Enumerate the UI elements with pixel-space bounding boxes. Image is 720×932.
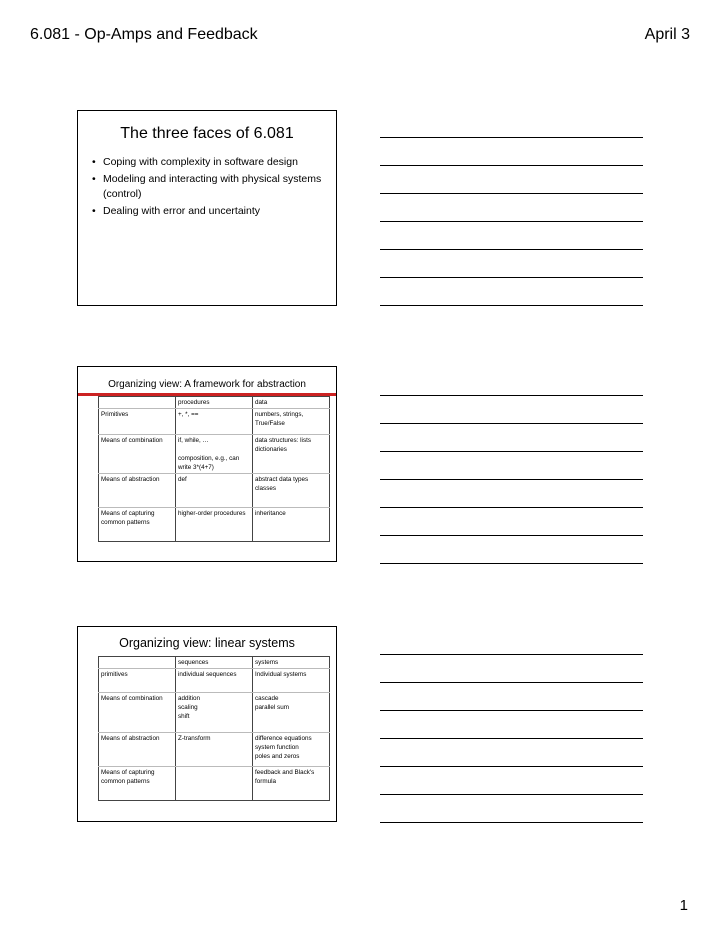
table-cell: Means of abstraction <box>99 474 176 508</box>
slide-1-title: The three faces of 6.081 <box>120 125 294 142</box>
header-date: April 3 <box>644 26 690 43</box>
note-line <box>380 137 643 138</box>
table-cell: addition scaling shift <box>176 693 253 733</box>
note-line <box>380 682 643 683</box>
table-cell: if, while, … composition, e.g., can write 3*(4+7) <box>176 435 253 474</box>
table-cell: difference equations system function poles and zeros <box>253 733 330 767</box>
abstraction-table <box>98 396 330 542</box>
note-line <box>380 563 643 564</box>
table-header-cell: sequences <box>176 657 253 669</box>
table-cell: Z-transform <box>176 733 253 767</box>
table-cell: Means of combination <box>99 693 176 733</box>
slide-2 <box>77 366 337 562</box>
table-cell: higher-order procedures <box>176 508 253 542</box>
slide-1 <box>77 110 337 306</box>
table-cell: abstract data types classes <box>253 474 330 508</box>
note-line <box>380 305 643 306</box>
table-cell: data structures: lists dictionaries <box>253 435 330 474</box>
note-line <box>380 193 643 194</box>
note-line <box>380 165 643 166</box>
bullet-item: • Dealing with error and uncertainty <box>92 204 326 219</box>
table-cell: cascade parallel sum <box>253 693 330 733</box>
table-header-cell <box>99 397 176 409</box>
linear-systems-table <box>98 656 330 801</box>
note-line <box>380 451 643 452</box>
note-line <box>380 221 643 222</box>
table-cell: feedback and Black's formula <box>253 767 330 801</box>
table-header-cell: systems <box>253 657 330 669</box>
note-line <box>380 766 643 767</box>
table-cell: primitives <box>99 669 176 693</box>
bullet-item: • Modeling and interacting with physical systems (control) <box>92 172 326 202</box>
table-cell: Primitives <box>99 409 176 435</box>
bullet-item: • Coping with complexity in software design <box>92 155 326 170</box>
table-cell: inheritance <box>253 508 330 542</box>
note-line <box>380 507 643 508</box>
table-header-cell <box>99 657 176 669</box>
table-cell: def <box>176 474 253 508</box>
table-cell <box>176 767 253 801</box>
note-line <box>380 710 643 711</box>
note-line <box>380 794 643 795</box>
note-line <box>380 423 643 424</box>
table-cell: numbers, strings, True/False <box>253 409 330 435</box>
note-line <box>380 479 643 480</box>
note-line <box>380 535 643 536</box>
table-cell: Means of capturing common patterns <box>99 508 176 542</box>
page-number: 1 <box>679 897 688 914</box>
note-line <box>380 654 643 655</box>
slide-2-title: Organizing view: A framework for abstraction <box>108 379 306 390</box>
table-cell: Means of abstraction <box>99 733 176 767</box>
slide-3 <box>77 626 337 822</box>
table-cell: +, *, == <box>176 409 253 435</box>
slide-3-title: Organizing view: linear systems <box>119 636 295 650</box>
note-line <box>380 738 643 739</box>
table-cell: Individual systems <box>253 669 330 693</box>
note-line <box>380 395 643 396</box>
table-header-cell: data <box>253 397 330 409</box>
note-line <box>380 277 643 278</box>
table-cell: individual sequences <box>176 669 253 693</box>
header-title: 6.081 - Op-Amps and Feedback <box>30 26 258 43</box>
note-line <box>380 249 643 250</box>
note-line <box>380 822 643 823</box>
slide-1-bullets <box>78 155 336 219</box>
table-cell: Means of combination <box>99 435 176 474</box>
table-cell: Means of capturing common patterns <box>99 767 176 801</box>
table-header-cell: procedures <box>176 397 253 409</box>
